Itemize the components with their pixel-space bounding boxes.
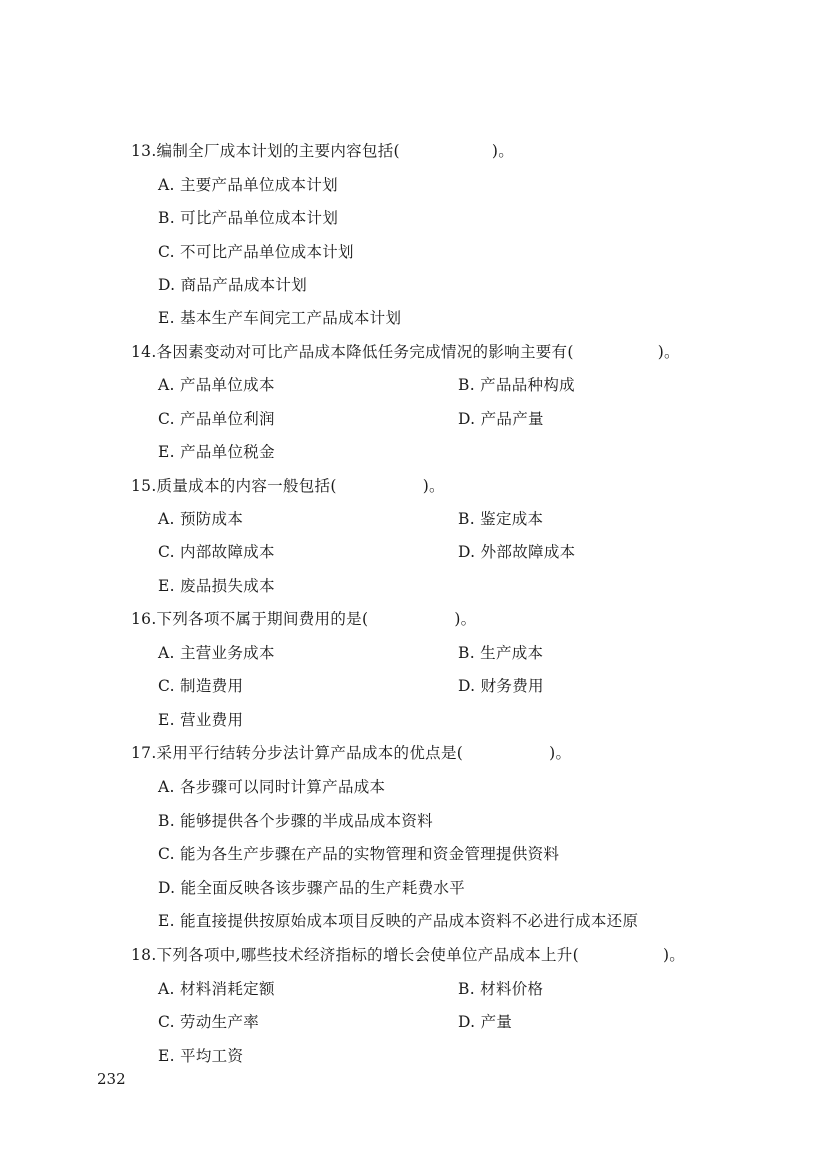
option-b: B. 产品品种构成 [458,376,575,394]
option-c: C. 内部故障成本 [158,543,275,561]
option-c: C. 产品单位利润 [158,410,275,428]
question-17 [131,741,571,763]
option-a: A. 产品单位成本 [158,376,275,394]
question-close: )。 [454,610,477,628]
option-b: B. 材料价格 [458,980,544,998]
question-14 [131,340,680,362]
option-e: E. 基本生产车间完工产品成本计划 [158,309,402,327]
option-c: C. 劳动生产率 [158,1013,260,1031]
question-stem: 15.质量成本的内容一般包括( [131,477,337,495]
option-a: A. 各步骤可以同时计算产品成本 [158,778,386,796]
option-e: E. 平均工资 [158,1047,244,1065]
question-stem: 18.下列各项中,哪些技术经济指标的增长会使单位产品成本上升( [131,946,579,964]
question-stem: 13.编制全厂成本计划的主要内容包括( [131,142,400,160]
option-a: A. 材料消耗定额 [158,980,275,998]
page-number: 232 [97,1070,126,1088]
option-d: D. 商品产品成本计划 [158,276,308,294]
question-close: )。 [662,946,686,964]
option-b: B. 生产成本 [458,644,544,662]
option-d: D. 产量 [458,1013,513,1031]
question-close: )。 [422,477,445,495]
option-e: E. 能直接提供按原始成本项目反映的产品成本资料不必进行成本还原 [158,912,639,930]
option-b: B. 鉴定成本 [458,510,544,528]
option-c: C. 能为各生产步骤在产品的实物管理和资金管理提供资料 [158,845,560,863]
question-13 [131,139,514,161]
question-close: )。 [491,142,515,160]
option-b: B. 可比产品单位成本计划 [158,209,339,227]
option-a: A. 预防成本 [158,510,244,528]
option-e: E. 营业费用 [158,711,244,729]
option-a: A. 主营业务成本 [158,644,275,662]
option-e: E. 产品单位税金 [158,443,275,461]
option-c: C. 制造费用 [158,677,244,695]
question-18 [131,943,685,965]
question-close: )。 [657,343,680,361]
option-d: D. 产品产量 [458,410,544,428]
option-c: C. 不可比产品单位成本计划 [158,243,354,261]
option-d: D. 外部故障成本 [458,543,576,561]
option-b: B. 能够提供各个步骤的半成品成本资料 [158,812,433,830]
option-e: E. 废品损失成本 [158,577,275,595]
question-16 [131,607,476,629]
question-close: )。 [549,744,572,762]
option-a: A. 主要产品单位成本计划 [158,176,338,194]
question-15 [131,474,445,496]
option-d: D. 能全面反映各该步骤产品的生产耗费水平 [158,879,466,897]
question-stem: 17.采用平行结转分步法计算产品成本的优点是( [131,744,464,762]
option-d: D. 财务费用 [458,677,544,695]
question-stem: 16.下列各项不属于期间费用的是( [131,610,369,628]
question-stem: 14.各因素变动对可比产品成本降低任务完成情况的影响主要有( [131,343,574,361]
